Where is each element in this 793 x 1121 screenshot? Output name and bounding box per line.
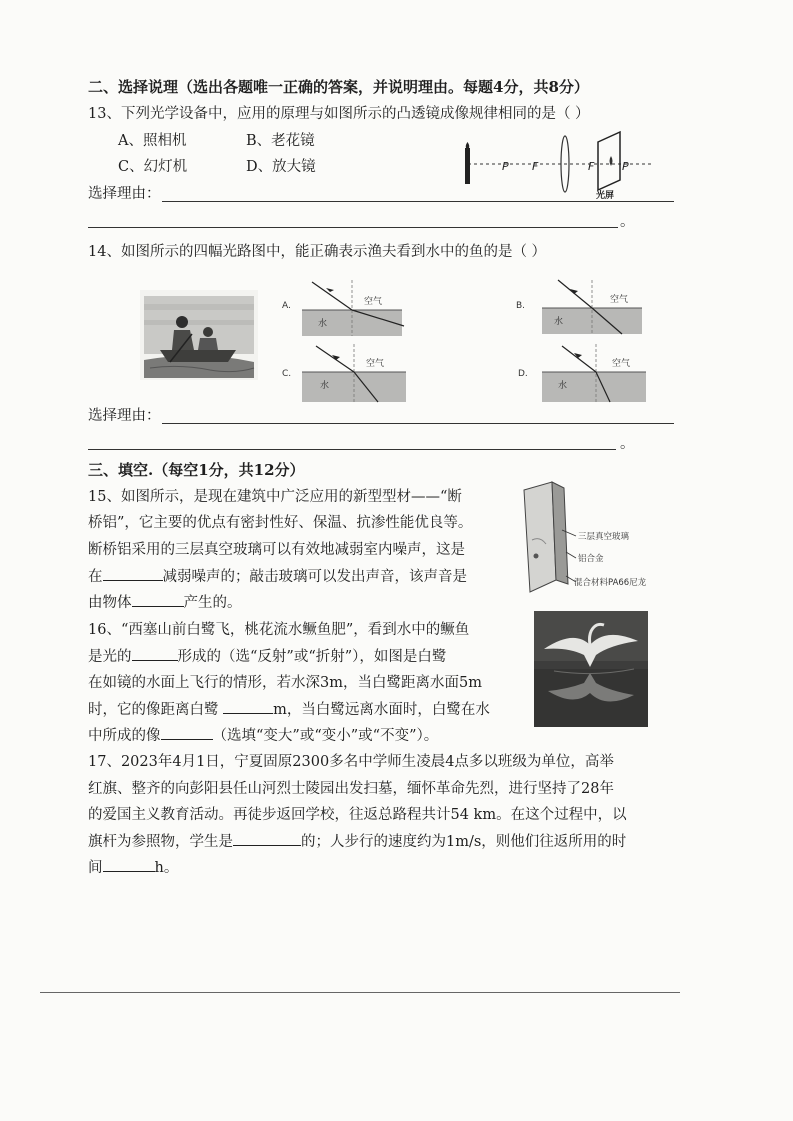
label-screen: 光屏 [596, 191, 615, 201]
q14-reason-line-1 [162, 423, 674, 424]
q15-window-profile-figure [516, 480, 696, 598]
q17-line-5a: 间 [88, 860, 103, 876]
diagram-b-letter: B. [516, 301, 526, 311]
label-f-left: F [532, 160, 539, 173]
diagram-a-air: 空气 [364, 297, 383, 307]
q16-line-5 [88, 725, 438, 746]
q15-line-4a: 在 [88, 569, 103, 585]
q16-line-5b: （选填“变大”或“变小”或“不变”）。 [212, 728, 439, 744]
q16-blank-1[interactable] [132, 646, 178, 661]
q15-line-5a: 由物体 [88, 595, 132, 611]
screen-icon [598, 132, 620, 190]
fisherman-picture [140, 290, 258, 380]
label-aluminium: 铝合金 [578, 554, 604, 564]
fisherman-head-icon [176, 316, 188, 328]
label-triple-glass: 三层真空玻璃 [578, 532, 630, 542]
diagram-b-water: 水 [554, 317, 564, 327]
page-bottom-rule [40, 992, 680, 993]
q14-diagram-c [280, 342, 410, 404]
label-f-right: F [588, 160, 595, 173]
q15-line-5 [88, 592, 242, 613]
q15-line-4 [88, 566, 467, 587]
q13-option-c: C、幻灯机 [118, 159, 188, 175]
label-pa66: 混合材料PA66尼龙 [574, 578, 647, 588]
section-3-title: 三、填空.（每空1分，共12分） [88, 461, 305, 479]
q16-blank-3[interactable] [161, 725, 213, 740]
q13-reason-label: 选择理由： [88, 186, 161, 202]
q17-line-4b: 的；人步行的速度约为1m/s，则他们往返所用的时 [301, 834, 627, 850]
q13-option-b: B、老花镜 [246, 133, 315, 149]
q17-blank-1[interactable] [233, 831, 301, 846]
q14-diagram-d [516, 342, 656, 404]
q13-period: 。 [620, 214, 635, 230]
q15-blank-2[interactable] [132, 592, 184, 607]
diagram-d-water: 水 [558, 381, 568, 391]
diagram-b-air: 空气 [610, 295, 629, 305]
q17-line-5 [88, 857, 178, 878]
q14-stem: 14、如图所示的四幅光路图中，能正确表示渔夫看到水中的鱼的是（ ） [88, 244, 547, 260]
diagram-c-letter: C. [282, 369, 292, 379]
candle-icon [465, 148, 470, 184]
q14-diagram-a [280, 278, 410, 338]
q15-line-3: 断桥铝采用的三层真空玻璃可以有效地减弱室内噪声，这是 [88, 542, 465, 558]
diagram-a-letter: A. [282, 301, 291, 311]
diagram-a-water: 水 [318, 319, 328, 329]
section-2-title: 二、选择说理（选出各题唯一正确的答案，并说明理由。每题4分，共8分） [88, 78, 589, 96]
q16-line-3: 在如镜的水面上飞行的情形，若水深3m，当白鹭距离水面5m [88, 675, 482, 691]
q15-line-2: 桥铝”，它主要的优点有密封性好、保温、抗渗性能优良等。 [88, 515, 473, 531]
q17-line-4 [88, 831, 626, 852]
q16-line-4 [88, 699, 490, 720]
q17-line-5b: h。 [154, 860, 179, 876]
q17-line-4a: 旗杆为参照物，学生是 [88, 834, 233, 850]
q17-line-2: 红旗、整齐的向彭阳县任山河烈士陵园出发扫墓，缅怀革命先烈，进行坚持了28年 [88, 781, 614, 797]
q13-stem: 13、下列光学设备中，应用的原理与如图所示的凸透镜成像规律相同的是（ ） [88, 106, 590, 122]
q15-line-4b: 减弱噪声的；敲击玻璃可以发出声音，该声音是 [162, 569, 467, 585]
q16-line-5a: 中所成的像 [88, 728, 161, 744]
q17-blank-2[interactable] [103, 857, 155, 872]
q15-line-1: 15、如图所示，是现在建筑中广泛应用的新型型材——“断 [88, 489, 462, 505]
q16-line-2a: 是光的 [88, 649, 132, 665]
q14-period: 。 [620, 436, 635, 452]
q13-option-d: D、放大镜 [246, 159, 316, 175]
q17-line-3: 的爱国主义教育活动。再徒步返回学校，往返总路程共计54 km。在这个过程中，以 [88, 807, 627, 823]
ray-incident [558, 280, 592, 308]
q13-reason-line-2 [88, 227, 618, 228]
q16-line-1: 16、“西塞山前白鹭飞，桃花流水鳜鱼肥”，看到水中的鳜鱼 [88, 622, 470, 638]
arrow-icon [326, 288, 334, 292]
egret-photo [534, 611, 648, 727]
q16-line-2 [88, 646, 446, 667]
q16-blank-2[interactable] [223, 699, 273, 714]
glass-panel-icon [524, 482, 556, 592]
label-p-right: P [622, 160, 629, 173]
q14-reason-line-2 [88, 449, 616, 450]
diagram-d-letter: D. [518, 369, 528, 379]
ray-incident [562, 346, 596, 372]
q15-line-5b: 产生的。 [183, 595, 242, 611]
q14-reason-label: 选择理由： [88, 408, 161, 424]
diagram-c-air: 空气 [366, 359, 385, 369]
ray-incident [316, 346, 354, 372]
ray-incident [312, 282, 352, 310]
q16-line-2b: 形成的（选“反射”或“折射”），如图是白鹭 [177, 649, 447, 665]
q16-line-4a: 时，它的像距离白鹭 [88, 702, 224, 718]
q13-option-a: A、照相机 [118, 133, 187, 149]
q14-diagram-b [514, 278, 644, 338]
label-p-left: P [502, 160, 509, 173]
q15-blank-1[interactable] [103, 566, 163, 581]
q16-line-4b: m，当白鹭远离水面时，白鹭在水 [273, 702, 490, 718]
q17-line-1: 17、2023年4月1日，宁夏固原2300多名中学师生凌晨4点多以班级为单位，高举 [88, 754, 614, 770]
diagram-c-water: 水 [320, 381, 330, 391]
diagram-d-air: 空气 [612, 359, 631, 369]
q13-lens-diagram [462, 130, 662, 202]
